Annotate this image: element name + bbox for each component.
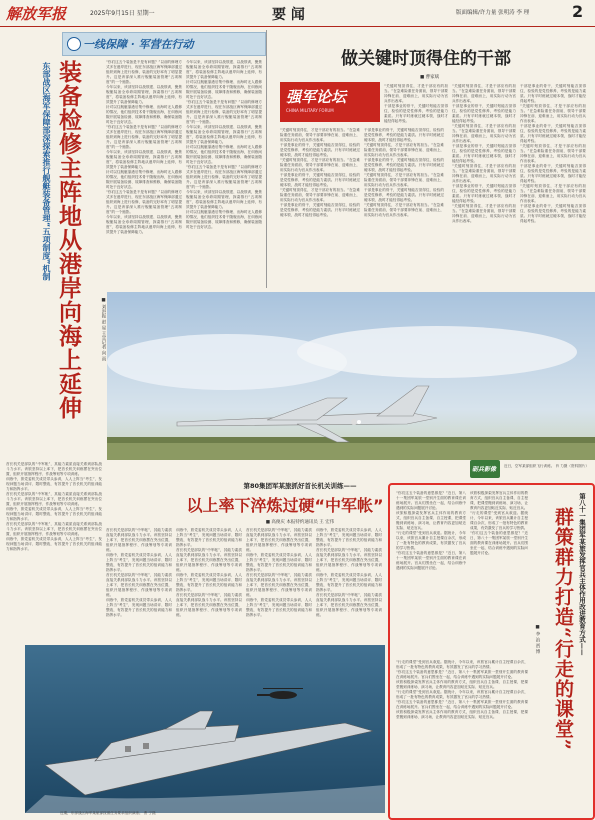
paragraph: “关键时刻顶得住，才是干部应有的担当。”在急难险重任务面前，领导干部要冲锋在前、迎难而上，用实际行动为官兵作出表率。 (452, 84, 516, 103)
paragraph: “你们这五个装备的意思都是？”近日，第八十一集团军某旅一堂别开生面的教育课在训练场展开。官兵们围坐在一起，结合训练中遇到的实际问题展开讨论。 (470, 531, 528, 555)
paragraph: “你们这五个装备的意思都是？”近日，第八十一集团军某旅一堂别开生面的教育课在训练场展开。官兵们围坐在一起，结合训练中遇到的实际问题展开讨论。 (396, 700, 528, 709)
page-number: 2 (572, 2, 584, 21)
left-article-col1 (106, 60, 182, 288)
aircraft-photo (107, 292, 595, 460)
article-byline: ■ 刘洪振 赵 星 王宣记者 向 雨 (101, 298, 106, 362)
paragraph: 干部是事业的骨干，关键时刻能否顶得住，检验的是党性修养，考验的是能力素质。只有平时练就过硬本领，战时才能经得起考验。 (520, 84, 586, 103)
paragraph: “关键时刻顶得住，才是干部应有的担当。”在急难险重任务面前，领导干部要冲锋在前、迎难而上，用实际行动为官兵作出表率。 (364, 173, 444, 187)
paragraph: 首长机关是部队的“中军帐”，其能力素质直接关系到部队战斗力水平。该旅坚持以上率下，把首长机关训练摆在突出位置，组织开展指挥程序、作战筹划等专项训练。 (246, 528, 312, 552)
divider (266, 30, 267, 288)
article-kicker: 第80集团军某旅抓好首长机关训练—— (243, 482, 357, 490)
newspaper-logo: 解放军报 (6, 5, 67, 23)
paragraph: 该旅积极探索发挥官兵主体作用的教育方式，组织官兵自主备课、自主授课，把课堂搬到训练场、演习场，让教育内容更加贴近实际、贴近官兵。 (396, 710, 528, 719)
highlighted-article-box (388, 483, 595, 820)
top-right-col1a (384, 84, 448, 124)
article-byline: ■ 曹家斌 (420, 75, 440, 80)
paragraph: “关键时刻顶得住，才是干部应有的担当。”在急难险重任务面前，领导干部要冲锋在前、迎难而上，用实际行动为官兵作出表率。 (452, 164, 516, 183)
photo-caption: 近日，空军某部组织飞行训练。 肖 力摄（资料图片） (504, 464, 589, 468)
paragraph: 训练中，旅党委机关成员带头参训，人人上阵当“考生”，发现问题当场讲评、限时整改，有效提升了首长机关的组训能力和指挥水平。 (176, 573, 242, 592)
paragraph: 训练中，旅党委机关成员带头参训，人人上阵当“考生”，发现问题当场讲评、限时整改，有效提升了首长机关的组训能力和指挥水平。 (316, 573, 382, 592)
paragraph: “关键时刻顶得住，才是干部应有的担当。”在急难险重任务面前，领导干部要冲锋在前、迎难而上，用实际行动为官兵作出表率。 (364, 143, 444, 157)
paragraph: “关键时刻顶得住，才是干部应有的担当。”在急难险重任务面前，领导干部要冲锋在前、迎难而上，用实际行动为官兵作出表率。 (280, 128, 360, 142)
top-right-col4 (520, 84, 586, 288)
paragraph: “行走的课堂”受到官兵欢迎。据统计，今年以来，该旅官兵累计自主授课百余次，形成了一批有特色的教育成果，有效激发了官兵的学习热情。 (396, 531, 466, 550)
paragraph: 干部是事业的骨干，关键时刻能否顶得住，检验的是党性修养，考验的是能力素质。只有平时练就过硬本领，战时才能经得起考验。 (280, 203, 360, 217)
article-title: 做关键时顶得住的干部 (341, 49, 511, 69)
article-title: 以上率下淬炼过硬“中军帐” (186, 496, 384, 515)
top-right-col1 (280, 128, 360, 288)
paragraph: 训练中，旅党委机关成员带头参训，人人上阵当“考生”，发现问题当场讲评、限时整改，有效提升了首长机关的组训能力和指挥水平。 (6, 537, 102, 551)
article-title: 装备检修主阵地从港岸向海上延伸 (55, 60, 82, 420)
paragraph: 首长机关是部队的“中军帐”，其能力素质直接关系到部队战斗力水平。该旅坚持以上率下，把首长机关训练摆在突出位置，组织开展指挥程序、作战筹划等专项训练。 (316, 548, 382, 572)
article-title: 群策群力打造“行走的课堂” (552, 507, 574, 751)
paragraph: 训练中，旅党委机关成员带头参训，人人上阵当“考生”，发现问题当场讲评、限时整改，有效提升了首长机关的组训能力和指挥水平。 (6, 477, 102, 491)
paragraph: “关键时刻顶得住，才是干部应有的担当。”在急难险重任务面前，领导干部要冲锋在前、迎难而上，用实际行动为官兵作出表率。 (364, 203, 444, 217)
paragraph: 干部是事业的骨干，关键时刻能否顶得住，检验的是党性修养，考验的是能力素质。只有平时练就过硬本领，战时才能经得起考验。 (364, 158, 444, 172)
paragraph: “关键时刻顶得住，才是干部应有的担当。”在急难险重任务面前，领导干部要冲锋在前、迎难而上，用实际行动为官兵作出表率。 (452, 204, 516, 223)
paragraph: “行走的课堂”受到官兵欢迎。据统计，今年以来，该旅官兵累计自主授课百余次，形成了一批有特色的教育成果，有效激发了官兵的学习热情。 (470, 511, 528, 530)
star-icon (67, 37, 81, 51)
paragraph: 首长机关是部队的“中军帐”，其能力素质直接关系到部队战斗力水平。该旅坚持以上率下，把首长机关训练摆在突出位置，组织开展指挥程序、作战筹划等专项训练。 (106, 573, 172, 597)
issue-date: 2025年9月15日 星期一 (90, 10, 155, 17)
lower-article-col1 (106, 528, 172, 638)
editors-line: 版面编辑/许力量 张明涛 李 理 (456, 10, 530, 16)
lower-article-col2 (176, 528, 242, 638)
paragraph: 训练中，旅党委机关成员带头参训，人人上阵当“考生”，发现问题当场讲评、限时整改，有效提升了首长机关的组训能力和指挥水平。 (6, 507, 102, 521)
column-banner (62, 32, 266, 56)
paragraph: “你们这五个装备是不是有问题？”以前的修理方式多在港岸进行，现在东部战区海军保障部通过组织到海上进行检修，装备的完好率有了明显提升。这是该部深入推行舰艇装备管理“五项制度”的一个缩影。 (106, 125, 182, 149)
paragraph: 首长机关是部队的“中军帐”，其能力素质直接关系到部队战斗力水平。该旅坚持以上率下，把首长机关训练摆在突出位置，组织开展指挥程序、作战筹划等专项训练。 (176, 548, 242, 572)
ship-photo (25, 645, 385, 813)
paragraph: 今年以来，该部坚持以战领建、以战领训，聚焦舰艇装备全寿命周期管理，探索推行“五项制度”，将装备检修主阵地从港岸向海上延伸，有效提升了装备保障能力。 (186, 190, 262, 209)
paragraph: 该旅积极探索发挥官兵主体作用的教育方式，组织官兵自主备课、自主授课，把课堂搬到训练场、演习场，让教育内容更加贴近实际、贴近官兵。 (470, 491, 528, 510)
paragraph: 干部是事业的骨干，关键时刻能否顶得住，检验的是党性修养，考验的是能力素质。只有平时练就过硬本领，战时才能经得起考验。 (520, 204, 586, 223)
forum-subtitle: CHINA MILITARY FORUM (286, 108, 334, 113)
section-title: 要 闻 (272, 7, 305, 23)
paragraph: 干部是事业的骨干，关键时刻能否顶得住，检验的是党性修养，考验的是能力素质。只有平时练就过硬本领，战时才能经得起考验。 (364, 128, 444, 142)
paragraph: 今年以来，该部坚持以战领建、以战领训，聚焦舰艇装备全寿命周期管理，探索推行“五项制度”，将装备检修主阵地从港岸向海上延伸，有效提升了装备保障能力。 (186, 125, 262, 144)
paragraph: “行走的课堂”受到官兵欢迎。据统计，今年以来，该旅官兵累计自主授课百余次，形成了一批有特色的教育成果，有效激发了官兵的学习热情。 (396, 660, 528, 669)
paragraph: 训练中，旅党委机关成员带头参训，人人上阵当“考生”，发现问题当场讲评、限时整改，有效提升了首长机关的组训能力和指挥水平。 (106, 553, 172, 572)
paragraph: 训练中，旅党委机关成员带头参训，人人上阵当“考生”，发现问题当场讲评、限时整改，有效提升了首长机关的组训能力和指挥水平。 (176, 528, 242, 547)
paragraph: “你们这五个装备是不是有问题？”以前的修理方式多在港岸进行，现在东部战区海军保障部通过组织到海上进行检修，装备的完好率有了明显提升。这是该部深入推行舰艇装备管理“五项制度”的一个缩影。 (186, 165, 262, 189)
paragraph: 训练中，旅党委机关成员带头参训，人人上阵当“考生”，发现问题当场讲评、限时整改，有效提升了首长机关的组训能力和指挥水平。 (106, 598, 172, 617)
paragraph: “你们这五个装备的意思都是？”近日，第八十一集团军某旅一堂别开生面的教育课在训练场展开。官兵们围坐在一起，结合训练中遇到的实际问题展开讨论。 (396, 670, 528, 679)
paragraph: “关键时刻顶得住，才是干部应有的担当。”在急难险重任务面前，领导干部要冲锋在前、迎难而上，用实际行动为官兵作出表率。 (280, 158, 360, 172)
paragraph: 干部是事业的骨干，关键时刻能否顶得住，检验的是党性修养，考验的是能力素质。只有平时练就过硬本领，战时才能经得起考验。 (280, 143, 360, 157)
top-right-col2 (364, 128, 444, 288)
paragraph: 今年以来，该部坚持以战领建、以战领训，聚焦舰艇装备全寿命周期管理，探索推行“五项制度”，将装备检修主阵地从港岸向海上延伸，有效提升了装备保障能力。 (106, 215, 182, 234)
boxed-col3 (396, 660, 528, 812)
paragraph: 干部是事业的骨干，关键时刻能否顶得住，检验的是党性修养，考验的是能力素质。只有平时练就过硬本领，战时才能经得起考验。 (452, 104, 516, 123)
photo-badge (470, 460, 500, 478)
paragraph: 今年以来，该部坚持以战领建、以战领训，聚焦舰艇装备全寿命周期管理，探索推行“五项制度”，将装备检修主阵地从港岸向海上延伸，有效提升了装备保障能力。 (106, 150, 182, 169)
paragraph: “行走的课堂”受到官兵欢迎。据统计，今年以来，该旅官兵累计自主授课百余次，形成了一批有特色的教育成果，有效激发了官兵的学习热情。 (396, 690, 528, 699)
left-article-col2 (186, 60, 262, 288)
banner-text: 一线保障 · 军营在行动 (83, 38, 194, 51)
paragraph: 首长机关是部队的“中军帐”，其能力素质直接关系到部队战斗力水平。该旅坚持以上率下，把首长机关训练摆在突出位置，组织开展指挥程序、作战筹划等专项训练。 (176, 593, 242, 617)
article-byline: ■ 高俊庆 本报特约通讯员 王 宏伟 (265, 520, 335, 525)
article-kicker: 第八十一集团军某旅发挥官兵主体作用改进教育方式—— (578, 493, 586, 656)
paragraph: 针对以往舰艇靠港后集中修理、出海时无人跟修的情况，他们组织技术骨干随舰出海，在训练间隙开展装备检测、故障排查和维修，确保装备随时处于良好状态。 (186, 80, 262, 99)
paragraph: “你们这五个装备的意思都是？”近日，第八十一集团军某旅一堂别开生面的教育课在训练场展开。官兵们围坐在一起，结合训练中遇到的实际问题展开讨论。 (396, 491, 466, 510)
paragraph: 针对以往舰艇靠港后集中修理、出海时无人跟修的情况，他们组织技术骨干随舰出海，在训练间隙开展装备检测、故障排查和维修，确保装备随时处于良好状态。 (186, 210, 262, 229)
aircraft-photo-image (107, 292, 595, 460)
paragraph: 首长机关是部队的“中军帐”，其能力素质直接关系到部队战斗力水平。该旅坚持以上率下，把首长机关训练摆在突出位置，组织开展指挥程序、作战筹划等专项训练。 (6, 522, 102, 536)
boxed-col1 (396, 491, 466, 656)
paragraph: 训练中，旅党委机关成员带头参训，人人上阵当“考生”，发现问题当场讲评、限时整改，有效提升了首长机关的组训能力和指挥水平。 (246, 598, 312, 617)
paragraph: 训练中，旅党委机关成员带头参训，人人上阵当“考生”，发现问题当场讲评、限时整改，有效提升了首长机关的组训能力和指挥水平。 (316, 528, 382, 547)
paragraph: 针对以往舰艇靠港后集中修理、出海时无人跟修的情况，他们组织技术骨干随舰出海，在训练间隙开展装备检测、故障排查和维修，确保装备随时处于良好状态。 (106, 105, 182, 124)
paragraph: “你们这五个装备是不是有问题？”以前的修理方式多在港岸进行，现在东部战区海军保障部通过组织到海上进行检修，装备的完好率有了明显提升。这是该部深入推行舰艇装备管理“五项制度”的一个缩影。 (186, 100, 262, 124)
paragraph: 首长机关是部队的“中军帐”，其能力素质直接关系到部队战斗力水平。该旅坚持以上率下，把首长机关训练摆在突出位置，组织开展指挥程序、作战筹划等专项训练。 (6, 462, 102, 476)
paragraph: 干部是事业的骨干，关键时刻能否顶得住，检验的是党性修养，考验的是能力素质。只有平时练就过硬本领，战时才能经得起考验。 (384, 104, 448, 123)
paragraph: “关键时刻顶得住，才是干部应有的担当。”在急难险重任务面前，领导干部要冲锋在前、迎难而上，用实际行动为官兵作出表率。 (452, 124, 516, 143)
paragraph: 干部是事业的骨干，关键时刻能否顶得住，检验的是党性修养，考验的是能力素质。只有平时练就过硬本领，战时才能经得起考验。 (520, 124, 586, 143)
paragraph: 干部是事业的骨干，关键时刻能否顶得住，检验的是党性修养，考验的是能力素质。只有平时练就过硬本领，战时才能经得起考验。 (452, 144, 516, 163)
paragraph: 干部是事业的骨干，关键时刻能否顶得住，检验的是党性修养，考验的是能力素质。只有平时练就过硬本领，战时才能经得起考验。 (452, 184, 516, 203)
paragraph: “关键时刻顶得住，才是干部应有的担当。”在急难险重任务面前，领导干部要冲锋在前、迎难而上，用实际行动为官兵作出表率。 (520, 144, 586, 163)
paragraph: “关键时刻顶得住，才是干部应有的担当。”在急难险重任务面前，领导干部要冲锋在前、迎难而上，用实际行动为官兵作出表率。 (280, 188, 360, 202)
paragraph: 训练中，旅党委机关成员带头参训，人人上阵当“考生”，发现问题当场讲评、限时整改，有效提升了首长机关的组训能力和指挥水平。 (246, 553, 312, 572)
paragraph: 今年以来，该部坚持以战领建、以战领训，聚焦舰艇装备全寿命周期管理，探索推行“五项制度”，将装备检修主阵地从港岸向海上延伸，有效提升了装备保障能力。 (106, 85, 182, 104)
forum-badge (280, 82, 380, 122)
article-subtitle: 东部战区海军保障部深探索推行舰艇装备管理“五项制度”机制 (42, 62, 51, 281)
paragraph: “关键时刻顶得住，才是干部应有的担当。”在急难险重任务面前，领导干部要冲锋在前、迎难而上，用实际行动为官兵作出表率。 (520, 104, 586, 123)
paragraph: “你们这五个装备是不是有问题？”以前的修理方式多在港岸进行，现在东部战区海军保障部通过组织到海上进行检修，装备的完好率有了明显提升。这是该部深入推行舰艇装备管理“五项制度”的一个缩影。 (106, 60, 182, 84)
photo-badge-text: 砺兵影像 (472, 466, 497, 473)
paragraph: “关键时刻顶得住，才是干部应有的担当。”在急难险重任务面前，领导干部要冲锋在前、迎难而上，用实际行动为官兵作出表率。 (384, 84, 448, 103)
paragraph: 干部是事业的骨干，关键时刻能否顶得住，检验的是党性修养，考验的是能力素质。只有平时练就过硬本领，战时才能经得起考验。 (520, 164, 586, 183)
lower-article-col3 (246, 528, 312, 638)
paragraph: 针对以往舰艇靠港后集中修理、出海时无人跟修的情况，他们组织技术骨干随舰出海，在训练间隙开展装备检测、故障排查和维修，确保装备随时处于良好状态。 (186, 145, 262, 164)
lower-article-col4 (316, 528, 382, 638)
paragraph: 首长机关是部队的“中军帐”，其能力素质直接关系到部队战斗力水平。该旅坚持以上率下，把首长机关训练摆在突出位置，组织开展指挥程序、作战筹划等专项训练。 (246, 573, 312, 597)
page-header (0, 0, 595, 27)
ship-caption: 近期，东部战区海军某航部按照任务要求组织演练。 曹 宁摄 (60, 811, 156, 815)
paragraph: 首长机关是部队的“中军帐”，其能力素质直接关系到部队战斗力水平。该旅坚持以上率下，把首长机关训练摆在突出位置，组织开展指挥程序、作战筹划等专项训练。 (316, 593, 382, 617)
paragraph: 首长机关是部队的“中军帐”，其能力素质直接关系到部队战斗力水平。该旅坚持以上率下，把首长机关训练摆在突出位置，组织开展指挥程序、作战筹划等专项训练。 (106, 528, 172, 552)
paragraph: 干部是事业的骨干，关键时刻能否顶得住，检验的是党性修养，考验的是能力素质。只有平时练就过硬本领，战时才能经得起考验。 (280, 173, 360, 187)
boxed-col2 (470, 491, 528, 656)
forum-title: 强军论坛 (286, 88, 347, 106)
paragraph: “你们这五个装备是不是有问题？”以前的修理方式多在港岸进行，现在东部战区海军保障部通过组织到海上进行检修，装备的完好率有了明显提升。这是该部深入推行舰艇装备管理“五项制度”的一个缩影。 (106, 190, 182, 214)
lower-article-col0 (6, 462, 102, 637)
paragraph: “你们这五个装备的意思都是？”近日，第八十一集团军某旅一堂别开生面的教育课在训练场展开。官兵们围坐在一起，结合训练中遇到的实际问题展开讨论。 (396, 551, 466, 570)
paragraph: 今年以来，该部坚持以战领建、以战领训，聚焦舰艇装备全寿命周期管理，探索推行“五项制度”，将装备检修主阵地从港岸向海上延伸，有效提升了装备保障能力。 (186, 60, 262, 79)
paragraph: 首长机关是部队的“中军帐”，其能力素质直接关系到部队战斗力水平。该旅坚持以上率下，把首长机关训练摆在突出位置，组织开展指挥程序、作战筹划等专项训练。 (6, 492, 102, 506)
paragraph: 该旅积极探索发挥官兵主体作用的教育方式，组织官兵自主备课、自主授课，把课堂搬到训练场、演习场，让教育内容更加贴近实际、贴近官兵。 (396, 511, 466, 530)
paragraph: “关键时刻顶得住，才是干部应有的担当。”在急难险重任务面前，领导干部要冲锋在前、迎难而上，用实际行动为官兵作出表率。 (520, 184, 586, 203)
article-byline: ■ 李 治 贾 博 (535, 625, 540, 654)
top-right-col3 (452, 84, 516, 288)
paragraph: 该旅积极探索发挥官兵主体作用的教育方式，组织官兵自主备课、自主授课，把课堂搬到训练场、演习场，让教育内容更加贴近实际、贴近官兵。 (396, 680, 528, 689)
ship-photo-image (25, 645, 385, 813)
paragraph: 干部是事业的骨干，关键时刻能否顶得住，检验的是党性修养，考验的是能力素质。只有平时练就过硬本领，战时才能经得起考验。 (364, 188, 444, 202)
paragraph: 针对以往舰艇靠港后集中修理、出海时无人跟修的情况，他们组织技术骨干随舰出海，在训练间隙开展装备检测、故障排查和维修，确保装备随时处于良好状态。 (106, 170, 182, 189)
